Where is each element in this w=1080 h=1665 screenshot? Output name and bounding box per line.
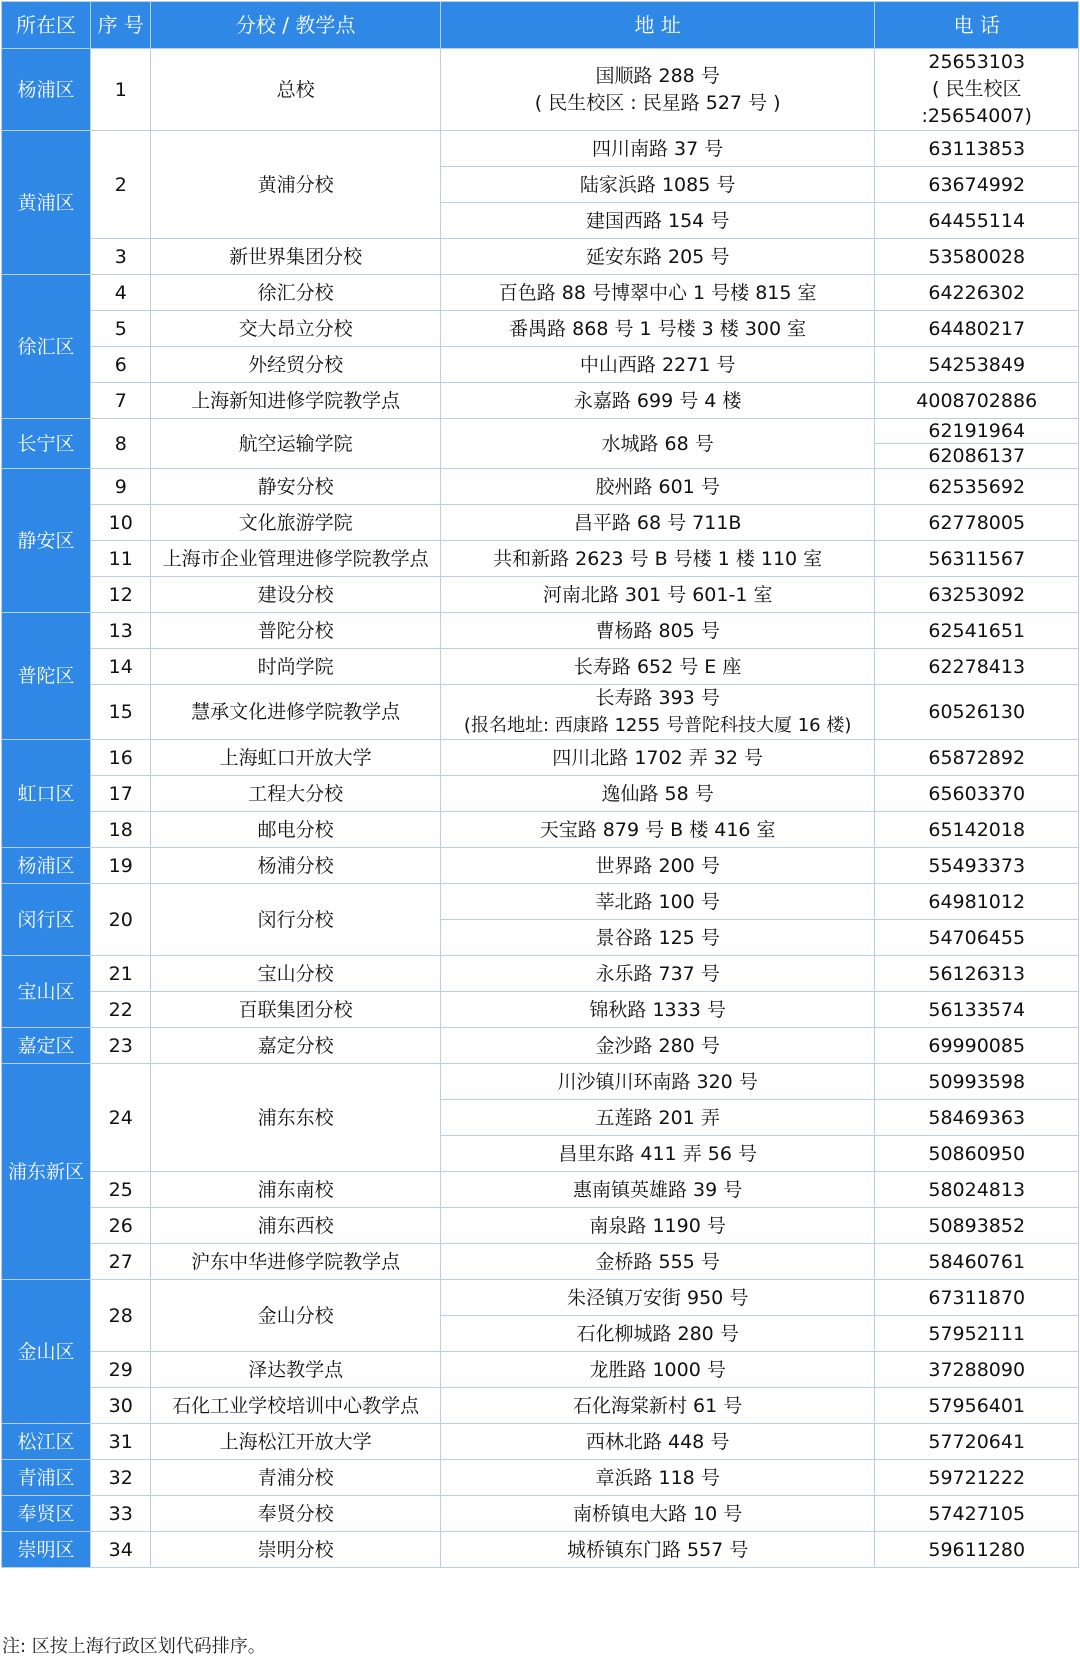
address-cell: 锦秋路 1333 号 <box>440 992 875 1028</box>
phone-cell: 57720641 <box>875 1424 1079 1460</box>
no-cell: 14 <box>91 649 151 685</box>
school-cell: 新世界集团分校 <box>151 239 440 275</box>
phone-cell <box>875 419 1079 469</box>
school-cell: 浦东西校 <box>151 1208 440 1244</box>
school-cell: 总校 <box>151 49 440 131</box>
phone-cell: 57427105 <box>875 1496 1079 1532</box>
no-cell: 1 <box>91 49 151 131</box>
district-cell: 杨浦区 <box>2 848 91 884</box>
district-cell: 奉贤区 <box>2 1496 91 1532</box>
table-row <box>2 347 1079 383</box>
district-cell: 虹口区 <box>2 740 91 848</box>
no-cell: 11 <box>91 541 151 577</box>
phone-cell: 56126313 <box>875 956 1079 992</box>
school-cell: 奉贤分校 <box>151 1496 440 1532</box>
school-cell: 时尚学院 <box>151 649 440 685</box>
phone-cell: 64455114 <box>875 203 1079 239</box>
table-row <box>2 49 1079 131</box>
header-address: 地 址 <box>440 2 875 49</box>
school-cell: 航空运输学院 <box>151 419 440 469</box>
no-cell: 2 <box>91 131 151 239</box>
district-cell: 嘉定区 <box>2 1028 91 1064</box>
address-cell: 河南北路 301 号 601-1 室 <box>440 577 875 613</box>
table-row <box>2 383 1079 419</box>
school-cell: 百联集团分校 <box>151 992 440 1028</box>
table-row <box>2 884 1079 920</box>
phone-cell: 62541651 <box>875 613 1079 649</box>
phone-cell: 65603370 <box>875 776 1079 812</box>
table-row <box>2 848 1079 884</box>
address-cell: 陆家浜路 1085 号 <box>440 167 875 203</box>
address-cell: 城桥镇东门路 557 号 <box>440 1532 875 1568</box>
address-cell: 水城路 68 号 <box>440 419 875 469</box>
no-cell: 12 <box>91 577 151 613</box>
school-cell: 杨浦分校 <box>151 848 440 884</box>
school-cell: 上海虹口开放大学 <box>151 740 440 776</box>
address-cell: 景谷路 125 号 <box>440 920 875 956</box>
table-row <box>2 1496 1079 1532</box>
school-directory-table <box>1 1 1079 1568</box>
phone-cell: 64226302 <box>875 275 1079 311</box>
no-cell: 24 <box>91 1064 151 1172</box>
school-cell: 徐汇分校 <box>151 275 440 311</box>
school-cell: 慧承文化进修学院教学点 <box>151 685 440 740</box>
address-cell: 延安东路 205 号 <box>440 239 875 275</box>
address-cell <box>440 685 875 740</box>
no-cell: 34 <box>91 1532 151 1568</box>
phone-cell: 64480217 <box>875 311 1079 347</box>
school-cell: 文化旅游学院 <box>151 505 440 541</box>
table-row <box>2 1460 1079 1496</box>
address-line: 长寿路 393 号 <box>595 687 720 709</box>
footnote: 注: 区按上海行政区划代码排序。 <box>2 1636 266 1657</box>
no-cell: 20 <box>91 884 151 956</box>
phone-cell: 53580028 <box>875 239 1079 275</box>
address-cell: 曹杨路 805 号 <box>440 613 875 649</box>
header-district: 所在区 <box>2 2 91 49</box>
no-cell: 9 <box>91 469 151 505</box>
phone-cell: 57956401 <box>875 1388 1079 1424</box>
phone-cell: 62278413 <box>875 649 1079 685</box>
phone-cell: 63113853 <box>875 131 1079 167</box>
table-row <box>2 956 1079 992</box>
school-cell: 普陀分校 <box>151 613 440 649</box>
address-cell: 南泉路 1190 号 <box>440 1208 875 1244</box>
phone-cell: 67311870 <box>875 1280 1079 1316</box>
address-line: 国顺路 288 号 <box>595 64 720 87</box>
table-row <box>2 613 1079 649</box>
address-cell: 莘北路 100 号 <box>440 884 875 920</box>
header-school: 分校 / 教学点 <box>151 2 440 49</box>
address-cell: 石化海棠新村 61 号 <box>440 1388 875 1424</box>
table-row <box>2 1208 1079 1244</box>
address-line-2: ( 民生校区 : 民星路 527 号 ) <box>534 91 781 114</box>
district-cell: 崇明区 <box>2 1532 91 1568</box>
district-cell: 松江区 <box>2 1424 91 1460</box>
phone-cell: 59611280 <box>875 1532 1079 1568</box>
district-cell: 杨浦区 <box>2 49 91 131</box>
no-cell: 27 <box>91 1244 151 1280</box>
table-row <box>2 577 1079 613</box>
phone-cell: 50893852 <box>875 1208 1079 1244</box>
phone-cell: 4008702886 <box>875 383 1079 419</box>
no-cell: 17 <box>91 776 151 812</box>
school-cell: 工程大分校 <box>151 776 440 812</box>
table-row <box>2 740 1079 776</box>
address-cell: 永嘉路 699 号 4 楼 <box>440 383 875 419</box>
phone-cell: 54706455 <box>875 920 1079 956</box>
no-cell: 16 <box>91 740 151 776</box>
phone-cell: 57952111 <box>875 1316 1079 1352</box>
address-cell: 永乐路 737 号 <box>440 956 875 992</box>
school-cell: 浦东东校 <box>151 1064 440 1172</box>
table-row <box>2 1280 1079 1316</box>
address-cell: 昌平路 68 号 711B <box>440 505 875 541</box>
district-cell: 金山区 <box>2 1280 91 1424</box>
address-cell: 川沙镇川环南路 320 号 <box>440 1064 875 1100</box>
phone-line-2: 62086137 <box>928 445 1026 467</box>
no-cell: 31 <box>91 1424 151 1460</box>
no-cell: 15 <box>91 685 151 740</box>
school-cell: 外经贸分校 <box>151 347 440 383</box>
phone-line-2: ( 民生校区 :25654007) <box>921 78 1032 127</box>
school-cell: 金山分校 <box>151 1280 440 1352</box>
address-cell: 世界路 200 号 <box>440 848 875 884</box>
district-cell: 黄浦区 <box>2 131 91 275</box>
address-cell: 金沙路 280 号 <box>440 1028 875 1064</box>
no-cell: 25 <box>91 1172 151 1208</box>
school-cell: 上海市企业管理进修学院教学点 <box>151 541 440 577</box>
address-cell: 天宝路 879 号 B 楼 416 室 <box>440 812 875 848</box>
phone-cell: 63674992 <box>875 167 1079 203</box>
table-row <box>2 992 1079 1028</box>
no-cell: 21 <box>91 956 151 992</box>
address-cell: 五莲路 201 弄 <box>440 1100 875 1136</box>
phone-line: 25653103 <box>928 51 1026 73</box>
no-cell: 30 <box>91 1388 151 1424</box>
phone-cell: 50860950 <box>875 1136 1079 1172</box>
no-cell: 23 <box>91 1028 151 1064</box>
address-cell: 惠南镇英雄路 39 号 <box>440 1172 875 1208</box>
school-cell: 上海新知进修学院教学点 <box>151 383 440 419</box>
no-cell: 32 <box>91 1460 151 1496</box>
phone-cell: 64981012 <box>875 884 1079 920</box>
no-cell: 28 <box>91 1280 151 1352</box>
address-cell: 西林北路 448 号 <box>440 1424 875 1460</box>
district-cell: 徐汇区 <box>2 275 91 419</box>
phone-cell: 60526130 <box>875 685 1079 740</box>
table-row <box>2 776 1079 812</box>
phone-cell: 63253092 <box>875 577 1079 613</box>
school-cell: 沪东中华进修学院教学点 <box>151 1244 440 1280</box>
no-cell: 19 <box>91 848 151 884</box>
address-cell: 朱泾镇万安街 950 号 <box>440 1280 875 1316</box>
address-cell: 胶州路 601 号 <box>440 469 875 505</box>
table-row <box>2 1532 1079 1568</box>
school-cell: 泽达教学点 <box>151 1352 440 1388</box>
table-row <box>2 1352 1079 1388</box>
phone-cell: 69990085 <box>875 1028 1079 1064</box>
table-header-row <box>2 2 1079 49</box>
address-cell <box>440 49 875 131</box>
address-cell: 龙胜路 1000 号 <box>440 1352 875 1388</box>
no-cell: 33 <box>91 1496 151 1532</box>
table-row <box>2 649 1079 685</box>
no-cell: 5 <box>91 311 151 347</box>
phone-cell: 56133574 <box>875 992 1079 1028</box>
header-phone: 电 话 <box>875 2 1079 49</box>
phone-cell: 65872892 <box>875 740 1079 776</box>
phone-cell: 58460761 <box>875 1244 1079 1280</box>
district-cell: 浦东新区 <box>2 1064 91 1280</box>
table-row <box>2 1424 1079 1460</box>
no-cell: 29 <box>91 1352 151 1388</box>
address-cell: 四川南路 37 号 <box>440 131 875 167</box>
table-row <box>2 1064 1079 1100</box>
no-cell: 22 <box>91 992 151 1028</box>
district-cell: 宝山区 <box>2 956 91 1028</box>
table-row <box>2 469 1079 505</box>
phone-cell: 59721222 <box>875 1460 1079 1496</box>
school-cell: 石化工业学校培训中心教学点 <box>151 1388 440 1424</box>
no-cell: 13 <box>91 613 151 649</box>
district-cell: 普陀区 <box>2 613 91 740</box>
school-cell: 嘉定分校 <box>151 1028 440 1064</box>
address-cell: 番禺路 868 号 1 号楼 3 楼 300 室 <box>440 311 875 347</box>
phone-cell: 58024813 <box>875 1172 1079 1208</box>
header-no: 序 号 <box>91 2 151 49</box>
address-cell: 百色路 88 号博翠中心 1 号楼 815 室 <box>440 275 875 311</box>
no-cell: 18 <box>91 812 151 848</box>
table-row <box>2 311 1079 347</box>
no-cell: 4 <box>91 275 151 311</box>
school-cell: 建设分校 <box>151 577 440 613</box>
address-cell: 昌里东路 411 弄 56 号 <box>440 1136 875 1172</box>
table-row <box>2 541 1079 577</box>
phone-cell: 58469363 <box>875 1100 1079 1136</box>
address-cell: 中山西路 2271 号 <box>440 347 875 383</box>
table-row <box>2 1388 1079 1424</box>
address-cell: 金桥路 555 号 <box>440 1244 875 1280</box>
address-cell: 章浜路 118 号 <box>440 1460 875 1496</box>
table-row <box>2 1172 1079 1208</box>
address-cell: 共和新路 2623 号 B 号楼 1 楼 110 室 <box>440 541 875 577</box>
school-cell: 闵行分校 <box>151 884 440 956</box>
table-row <box>2 1244 1079 1280</box>
phone-cell: 65142018 <box>875 812 1079 848</box>
table-row <box>2 275 1079 311</box>
no-cell: 10 <box>91 505 151 541</box>
table-row <box>2 1028 1079 1064</box>
phone-cell: 62778005 <box>875 505 1079 541</box>
table-row <box>2 131 1079 167</box>
district-cell: 闵行区 <box>2 884 91 956</box>
phone-cell <box>875 49 1079 131</box>
table-row <box>2 239 1079 275</box>
no-cell: 7 <box>91 383 151 419</box>
address-cell: 四川北路 1702 弄 32 号 <box>440 740 875 776</box>
table-row <box>2 685 1079 740</box>
school-cell: 宝山分校 <box>151 956 440 992</box>
table-row <box>2 812 1079 848</box>
school-cell: 黄浦分校 <box>151 131 440 239</box>
phone-cell: 50993598 <box>875 1064 1079 1100</box>
table-row <box>2 419 1079 469</box>
phone-cell: 62535692 <box>875 469 1079 505</box>
address-cell: 石化柳城路 280 号 <box>440 1316 875 1352</box>
school-cell: 交大昂立分校 <box>151 311 440 347</box>
district-cell: 长宁区 <box>2 419 91 469</box>
no-cell: 6 <box>91 347 151 383</box>
phone-cell: 37288090 <box>875 1352 1079 1388</box>
school-cell: 邮电分校 <box>151 812 440 848</box>
no-cell: 8 <box>91 419 151 469</box>
phone-cell: 54253849 <box>875 347 1079 383</box>
school-cell: 青浦分校 <box>151 1460 440 1496</box>
school-cell: 静安分校 <box>151 469 440 505</box>
phone-line: 62191964 <box>875 419 1078 444</box>
address-cell: 长寿路 652 号 E 座 <box>440 649 875 685</box>
address-cell: 逸仙路 58 号 <box>440 776 875 812</box>
district-cell: 静安区 <box>2 469 91 613</box>
address-cell: 建国西路 154 号 <box>440 203 875 239</box>
address-line-2: (报名地址: 西康路 1255 号普陀科技大厦 16 楼) <box>463 715 852 736</box>
address-cell: 南桥镇电大路 10 号 <box>440 1496 875 1532</box>
district-cell: 青浦区 <box>2 1460 91 1496</box>
phone-cell: 55493373 <box>875 848 1079 884</box>
school-cell: 崇明分校 <box>151 1532 440 1568</box>
table-row <box>2 505 1079 541</box>
school-cell: 浦东南校 <box>151 1172 440 1208</box>
no-cell: 3 <box>91 239 151 275</box>
phone-cell: 56311567 <box>875 541 1079 577</box>
school-cell: 上海松江开放大学 <box>151 1424 440 1460</box>
no-cell: 26 <box>91 1208 151 1244</box>
